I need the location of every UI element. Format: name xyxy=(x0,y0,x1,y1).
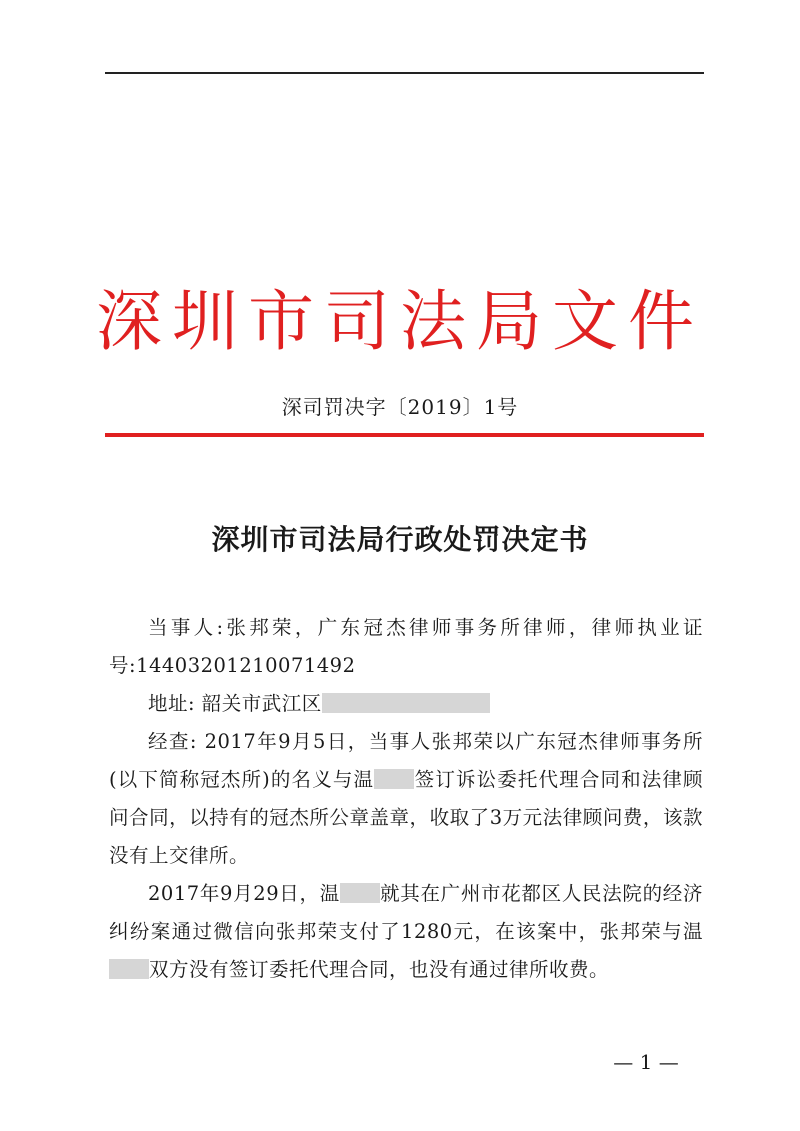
address-paragraph xyxy=(109,685,703,723)
party-paragraph xyxy=(109,609,703,685)
finding-paragraph-1 xyxy=(109,723,703,875)
finding2-text-a: 2017年9月29日，温 xyxy=(148,882,340,905)
redacted-block xyxy=(109,959,149,979)
finding1-text-a: 经查: 2017年9月5日，当事人张邦荣以广东冠杰律师事务所(以下简称冠杰所)的名义与温 xyxy=(109,730,703,791)
decision-title: 深圳市司法局行政处罚决定书 xyxy=(211,523,589,556)
finding-paragraph-2 xyxy=(109,875,703,989)
redacted-block xyxy=(340,883,380,903)
document-body xyxy=(109,609,703,989)
top-rule xyxy=(105,72,704,74)
document-number: 深司罚决字〔2019〕1号 xyxy=(281,395,519,419)
redacted-block xyxy=(322,693,490,713)
address-text: 地址: 韶关市武江区 xyxy=(148,692,322,715)
page-number: — 1 — xyxy=(613,1050,679,1074)
finding2-text-c: 双方没有签订委托代理合同，也没有通过律所收费。 xyxy=(149,958,610,981)
red-separator-rule xyxy=(105,433,704,437)
document-header-title: 深圳市司法局文件 xyxy=(96,283,704,360)
party-text: 当事人:张邦荣，广东冠杰律师事务所律师，律师执业证号:14403201210071492 xyxy=(109,616,703,677)
redacted-block xyxy=(374,769,414,789)
finding2-text-b: 就其在广州市花都区人民法院的经济纠纷案通过微信向张邦荣支付了1280元，在该案中，张邦荣与温 xyxy=(109,882,703,943)
finding1-text-b: 签订诉讼委托代理合同和法律顾问合同，以持有的冠杰所公章盖章，收取了3万元法律顾问费，该款没有上交律所。 xyxy=(109,768,703,867)
